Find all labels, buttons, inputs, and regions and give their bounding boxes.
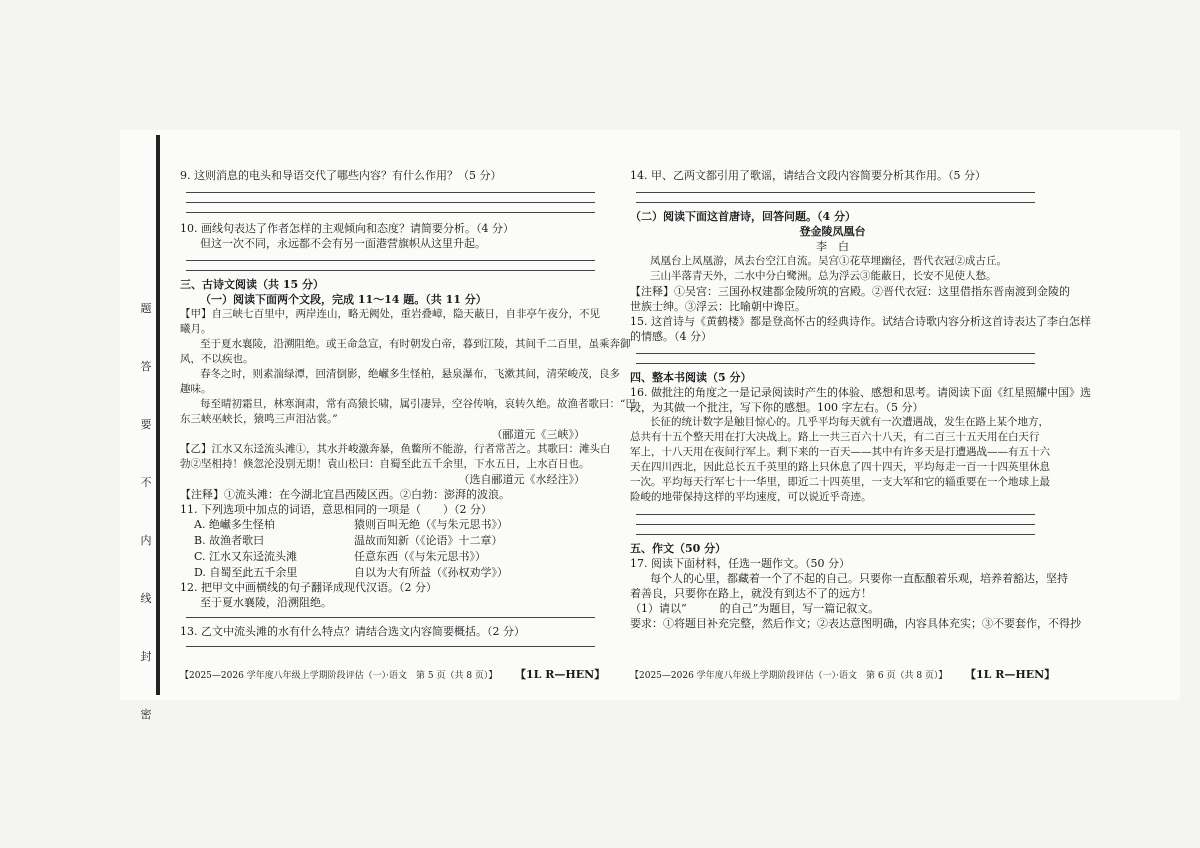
question-16: 16. 做批注的角度之一是记录阅读时产生的体验、感想和思考。请阅读下面《红星照耀中国》选 xyxy=(630,386,1091,399)
seal-line-text xyxy=(138,300,154,722)
annotation: 【注释】①流头滩：在今湖北宜昌西陵区西。②白勃：澎湃的波浪。 xyxy=(180,488,510,501)
subsection-1-title: （一）阅读下面两个文段，完成 11～14 题。（共 11 分） xyxy=(200,293,487,306)
question-16-cont: 段，为其做一个批注，写下你的感想。100 字左右。（5 分） xyxy=(630,401,924,414)
answer-line[interactable] xyxy=(636,192,1035,193)
passage-line: 风，不以疾也。 xyxy=(180,353,254,365)
answer-line[interactable] xyxy=(186,260,595,261)
question-12-quote: 至于夏水襄陵，沿溯阻绝。 xyxy=(200,596,332,609)
seal-char: 答 xyxy=(140,360,152,373)
seal-char: 题 xyxy=(140,302,152,315)
answer-line[interactable] xyxy=(186,617,595,618)
option-c[interactable]: C. 江水又东迳流头滩 xyxy=(194,550,298,563)
material-line: 着善良，只要你在路上，就没有到达不了的远方！ xyxy=(630,587,872,600)
poem-note: 【注释】①吴宫：三国孙权建都金陵所筑的宫殿。②晋代衣冠：这里借指东晋南渡到金陵的 xyxy=(630,285,1070,298)
poem-note: 世族士绅。③浮云：比喻朝中谗臣。 xyxy=(630,300,806,313)
seal-char: 内 xyxy=(140,534,152,547)
answer-line[interactable] xyxy=(636,514,1035,515)
option-d-ref: 自以为大有所益（《孙权劝学》） xyxy=(354,566,508,579)
question-15: 15. 这首诗与《黄鹤楼》都是登高怀古的经典诗作。试结合诗歌内容分析这首诗表达了李白怎样 xyxy=(630,315,1091,328)
question-10-quote: 但这一次不同，永远都不会有另一面港营旗帜从这里升起。 xyxy=(200,237,486,250)
source-jia: （郦道元《三峡》） xyxy=(491,428,585,441)
passage-line: 【甲】自三峡七百里中，两岸连山，略无阙处，重岩叠嶂，隐天蔽日，自非亭午夜分，不见 xyxy=(180,308,600,320)
question-11: 11. 下列选项中加点的词语，意思相同的一项是（ ）（2 分） xyxy=(180,503,492,516)
seal-char: 不 xyxy=(140,476,152,489)
option-a-ref: 猿则百叫无绝（《与朱元思书》） xyxy=(354,518,508,531)
passage-line: 险峻的地带保持这样的平均速度，可以说近乎奇迹。 xyxy=(630,491,872,503)
paper-code: 【1L R—HEN】 xyxy=(515,668,606,681)
answer-line[interactable] xyxy=(636,524,1035,525)
passage-line: 每至晴初霜旦，林寒涧肃，常有高猿长啸，属引凄异，空谷传响，哀转久绝。故渔者歌曰：“巴 xyxy=(200,398,636,410)
question-12: 12. 把甲文中画横线的句子翻译成现代汉语。（2 分） xyxy=(180,581,437,594)
passage-jia xyxy=(180,307,636,427)
paper-code: 【1L R—HEN】 xyxy=(965,668,1056,681)
subsection-2-title: （二）阅读下面这首唐诗，回答问题。（4 分） xyxy=(630,210,856,223)
option-a[interactable]: A. 绝𪩘多生怪柏 xyxy=(194,518,275,531)
answer-line[interactable] xyxy=(186,270,595,271)
poem-body xyxy=(630,254,1035,284)
page-6 xyxy=(630,168,1091,631)
answer-line[interactable] xyxy=(636,534,1035,535)
poem-line: 三山半落青天外，二水中分白鹭洲。总为浮云③能蔽日，长安不见使人愁。 xyxy=(650,270,997,282)
option-b-ref: 温故而知新（《论语》十二章） xyxy=(354,534,503,547)
passage-line: 一次。平均每天行军七十一华里，即近二十四英里，一支大军和它的辎重要在一个地球上最 xyxy=(630,476,1050,488)
passage-line: 勃②坚相持！倏忽沦没别无期！袁山松曰：自蜀至此五千余里，下水五日，上水百日也。 xyxy=(180,458,590,470)
material-line: 每个人的心里，都藏着一个了不起的自己。只要你一直酝酿着乐观，培养着豁达，坚持 xyxy=(650,572,1068,585)
question-10: 10. 画线句表达了作者怎样的主观倾向和态度？请简要分析。（4 分） xyxy=(180,222,514,235)
option-d[interactable]: D. 自蜀至此五千余里 xyxy=(194,566,298,579)
answer-line[interactable] xyxy=(636,363,1035,364)
passage-16 xyxy=(630,415,1050,505)
answer-line[interactable] xyxy=(186,646,595,647)
poem-author: 李 白 xyxy=(816,240,849,253)
passage-line: 长征的统计数字是触目惊心的。几乎平均每天就有一次遭遇战，发生在路上某个地方， xyxy=(650,416,1049,428)
question-15-cont: 的情感。（4 分） xyxy=(630,330,712,343)
passage-line: 东三峡巫峡长，猿鸣三声泪沾裳。” xyxy=(180,413,338,425)
question-9: 9. 这则消息的电头和导语交代了哪些内容？有什么作用？（5 分） xyxy=(180,169,502,182)
seal-char: 要 xyxy=(140,418,152,431)
option-c-ref: 任意东西（《与朱元思书》） xyxy=(354,550,486,563)
seal-char: 封 xyxy=(140,650,152,663)
seal-char: 密 xyxy=(140,708,152,721)
answer-line[interactable] xyxy=(186,192,595,193)
question-17: 17. 阅读下面材料，任选一题作文。（50 分） xyxy=(630,557,850,570)
section-3-title: 三、古诗文阅读（共 15 分） xyxy=(180,278,324,291)
page-5 xyxy=(180,168,636,653)
page-5-footer xyxy=(180,668,606,681)
passage-line: 总共有十五个整天用在打大决战上。路上一共三百六十八天，有二百三十五天用在白天行 xyxy=(630,431,1040,443)
footer-text: 【2025—2026 学年度八年级上学期阶段评估（一）·语文 第 6 页（共 8 页）】 xyxy=(630,671,948,681)
answer-line[interactable] xyxy=(636,353,1035,354)
passage-line: 天在四川西北，因此总长五千英里的路上只休息了四十四天，平均每走一百一十四英里休息 xyxy=(630,461,1050,473)
page-6-footer xyxy=(630,668,1056,681)
question-13: 13. 乙文中流头滩的水有什么特点？请结合选文内容简要概括。（2 分） xyxy=(180,625,525,638)
requirements: 要求：①将题目补充完整，然后作文；②表达意图明确，内容具体充实；③不要套作，不得抄 xyxy=(630,617,1081,630)
section-5-title: 五、作文（50 分） xyxy=(630,542,727,555)
answer-line[interactable] xyxy=(186,212,595,213)
passage-line: 趣味。 xyxy=(180,383,212,395)
answer-line[interactable] xyxy=(636,202,1035,203)
footer-text: 【2025—2026 学年度八年级上学期阶段评估（一）·语文 第 5 页（共 8 页）】 xyxy=(180,671,498,681)
answer-line[interactable] xyxy=(186,202,595,203)
passage-line: 至于夏水襄陵，沿溯阻绝。或王命急宣，有时朝发白帝，暮到江陵，其间千二百里，虽乘奔御 xyxy=(200,338,631,350)
source-yi: （选自郦道元《水经注》） xyxy=(458,473,585,486)
section-4-title: 四、整本书阅读（5 分） xyxy=(630,371,752,384)
options-11 xyxy=(180,517,595,580)
passage-yi xyxy=(180,442,611,472)
passage-line: 军上，十八天用在夜间行军上。剩下来的一百天——其中有许多天是打遭遇战——有五十六 xyxy=(630,446,1050,458)
passage-line: 春冬之时，则素湍绿潭，回清倒影，绝𪩘多生怪柏，悬泉瀑布，飞漱其间，清荣峻茂，良多 xyxy=(200,368,620,380)
poem-title: 登金陵凤凰台 xyxy=(799,225,866,238)
poem-line: 凤凰台上凤凰游，凤去台空江自流。吴宫①花草埋幽径，晋代衣冠②成古丘。 xyxy=(650,255,1007,267)
question-14: 14. 甲、乙两文都引用了歌谣，请结合文段内容简要分析其作用。（5 分） xyxy=(630,169,986,182)
binding-line xyxy=(158,135,160,695)
task-1: （1）请以“ 的自己”为题目，写一篇记叙文。 xyxy=(630,602,880,615)
option-b[interactable]: B. 故渔者歌曰 xyxy=(194,534,265,547)
seal-char: 线 xyxy=(140,592,152,605)
passage-line: 曦月。 xyxy=(180,323,212,335)
passage-line: 【乙】江水又东迳流头滩①，其水并峻激奔暴，鱼鳖所不能游，行者常苦之。其歌曰：滩头白 xyxy=(180,443,611,455)
